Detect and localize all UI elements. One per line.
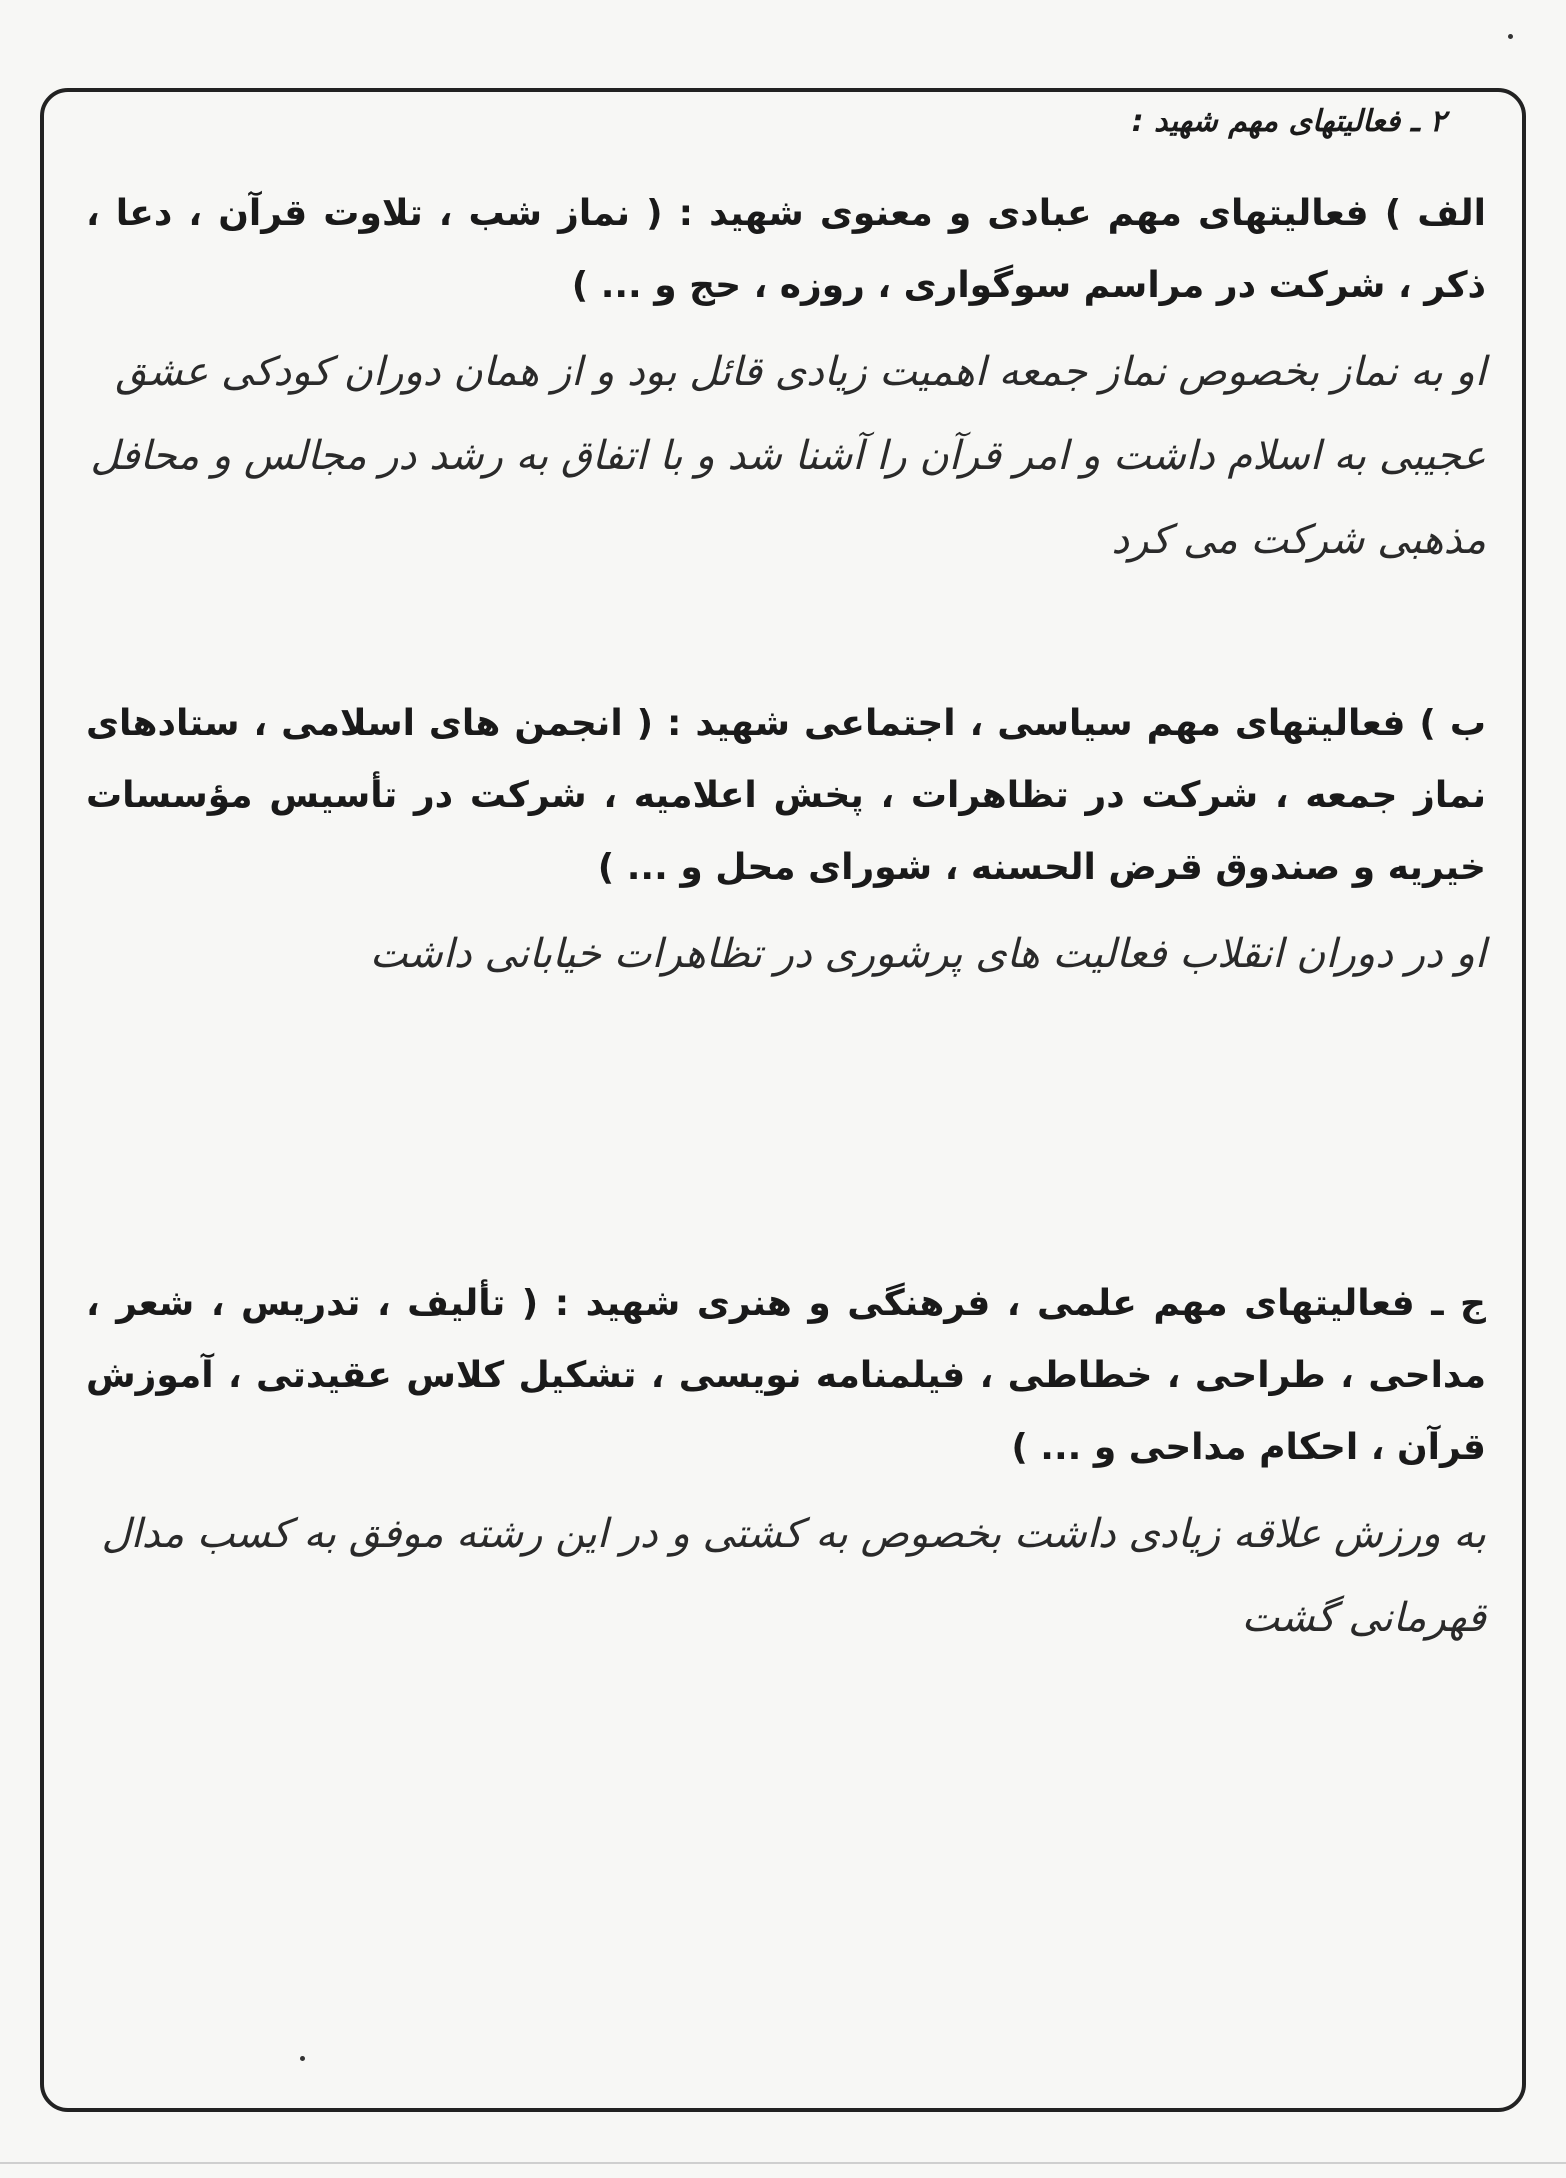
printed-question: ج ـ فعالیتهای مهم علمی ، فرهنگی و هنری شهید : ( تألیف ، تدریس ، شعر ، مداحی ، طراحی ، خطاطی ، فیلمنامه نویسی ، تشکیل کلاس عقیدتی ، آموزش قرآن ، احکام مداحی و ... ) bbox=[86, 1283, 1486, 1468]
printed-question: ب ) فعالیتهای مهم سیاسی ، اجتماعی شهید : ( انجمن های اسلامی ، ستادهای نماز جمعه ، شرکت در تظاهرات ، پخش اعلامیه ، شرکت در تأسیس مؤسسات خیریه و صندوق قرض الحسنه ، شورای محل و ... ) bbox=[86, 703, 1486, 888]
section-scientific-cultural-activities bbox=[86, 1268, 1486, 1660]
handwritten-answer: او در دوران انقلاب فعالیت های پرشوری در تظاهرات خیابانی داشت bbox=[369, 931, 1486, 977]
scan-speck bbox=[300, 2056, 305, 2061]
handwritten-answer: به ورزش علاقه زیادی داشت بخصوص به کشتی و در این رشته موفق به کسب مدال قهرمانی گشت bbox=[101, 1511, 1486, 1641]
page-edge-line bbox=[0, 2162, 1566, 2164]
section-political-social-activities bbox=[86, 688, 1486, 996]
section-worship-activities bbox=[86, 178, 1486, 582]
scan-speck bbox=[1508, 34, 1513, 39]
section-heading: ۲ ـ فعالیتهای مهم شهید : bbox=[1131, 104, 1446, 139]
handwritten-answer: او به نماز بخصوص نماز جمعه اهمیت زیادی قائل بود و از همان دوران کودکی عشق عجیبی به اسلام داشت و امر قرآن را آشنا شد و با اتفاق به رشد در مجالس و محافل مذهبی شرکت می کرد bbox=[90, 349, 1486, 563]
printed-question: الف ) فعالیتهای مهم عبادی و معنوی شهید : ( نماز شب ، تلاوت قرآن ، دعا ، ذکر ، شرکت در مراسم سوگواری ، روزه ، حج و ... ) bbox=[86, 193, 1486, 306]
